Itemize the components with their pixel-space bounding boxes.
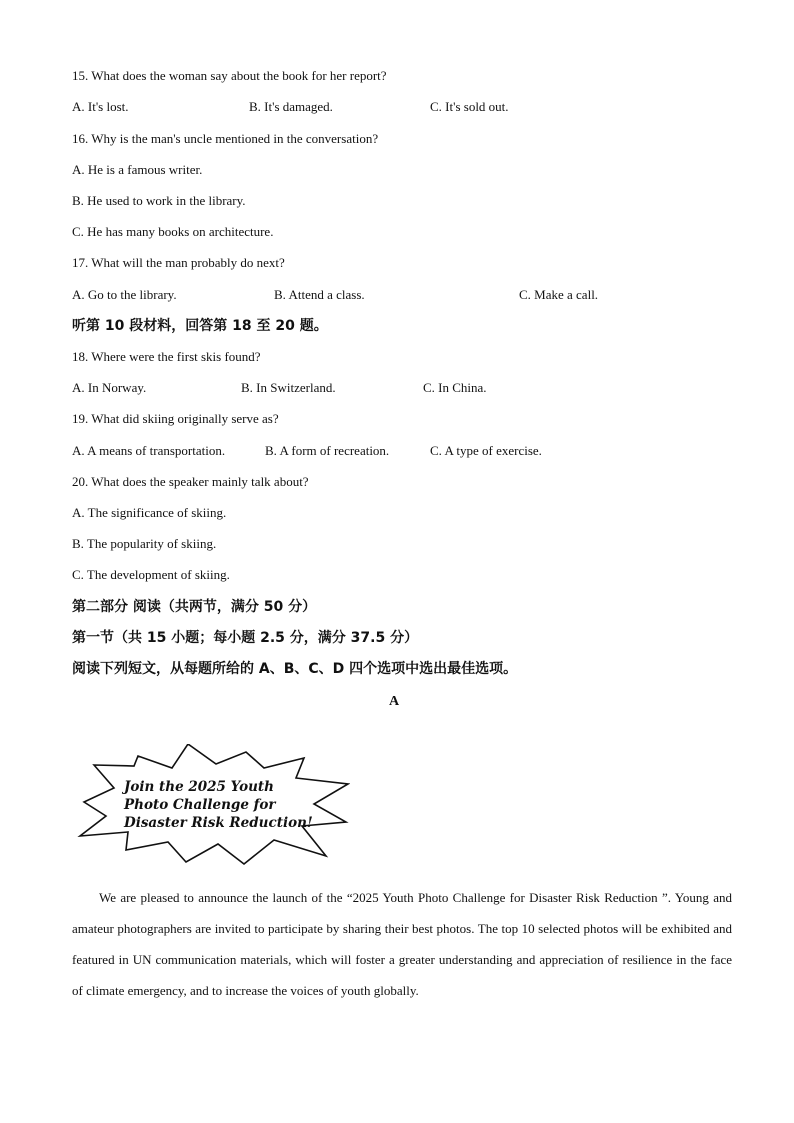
banner-line-3: Disaster Risk Reduction!	[124, 815, 313, 831]
section-10-heading: 听第 10 段材料，回答第 18 至 20 题。	[72, 318, 328, 334]
reading-instruction: 阅读下列短文，从每题所给的 A、B、C、D 四个选项中选出最佳选项。	[72, 661, 518, 677]
option-18a: A. In Norway.	[72, 380, 147, 395]
question-15: 15. What does the woman say about the book for her report?	[72, 68, 387, 83]
option-18c: C. In China.	[423, 380, 487, 395]
option-18b: B. In Switzerland.	[241, 380, 336, 395]
option-17a: A. Go to the library.	[72, 287, 177, 302]
reading-section-heading: 第一节（共 15 小题；每小题 2.5 分，满分 37.5 分）	[72, 630, 419, 646]
option-17c: C. Make a call.	[519, 287, 599, 302]
option-19c: C. A type of exercise.	[430, 443, 542, 458]
passage-label: A	[389, 694, 400, 709]
option-15a: A. It's lost.	[72, 99, 129, 114]
option-20a: A. The significance of skiing.	[72, 505, 227, 520]
option-19b: B. A form of recreation.	[265, 443, 390, 458]
question-20: 20. What does the speaker mainly talk about?	[72, 474, 309, 489]
passage-paragraph	[72, 882, 732, 1006]
option-15c: C. It's sold out.	[430, 99, 509, 114]
option-20c: C. The development of skiing.	[72, 567, 230, 582]
question-17: 17. What will the man probably do next?	[72, 255, 285, 270]
option-15b: B. It's damaged.	[249, 99, 333, 114]
option-16c: C. He has many books on architecture.	[72, 224, 274, 239]
banner-line-1: Join the 2025 Youth	[124, 779, 274, 795]
question-16: 16. Why is the man's uncle mentioned in the conversation?	[72, 131, 379, 146]
question-18: 18. Where were the first skis found?	[72, 349, 261, 364]
option-16a: A. He is a famous writer.	[72, 162, 203, 177]
question-19: 19. What did skiing originally serve as?	[72, 411, 279, 426]
banner-line-2: Photo Challenge for	[124, 797, 276, 813]
banner-text	[124, 778, 324, 832]
option-17b: B. Attend a class.	[274, 287, 365, 302]
option-16b: B. He used to work in the library.	[72, 193, 246, 208]
passage-text: We are pleased to announce the launch of the “2025 Youth Photo Challenge for Disaster Risk Reduction ”. Young and amateur photographers are invited to participate by sharing their best photos. The top 10 selected photos will be exhibited and featured in UN communication materials, which will foster a greater understanding and appreciation of resilience in the face of climate emergency, and to increase the voices of youth globally.	[72, 890, 732, 998]
option-20b: B. The popularity of skiing.	[72, 536, 217, 551]
option-19a: A. A means of transportation.	[72, 443, 226, 458]
reading-part-heading: 第二部分 阅读（共两节，满分 50 分）	[72, 599, 317, 615]
